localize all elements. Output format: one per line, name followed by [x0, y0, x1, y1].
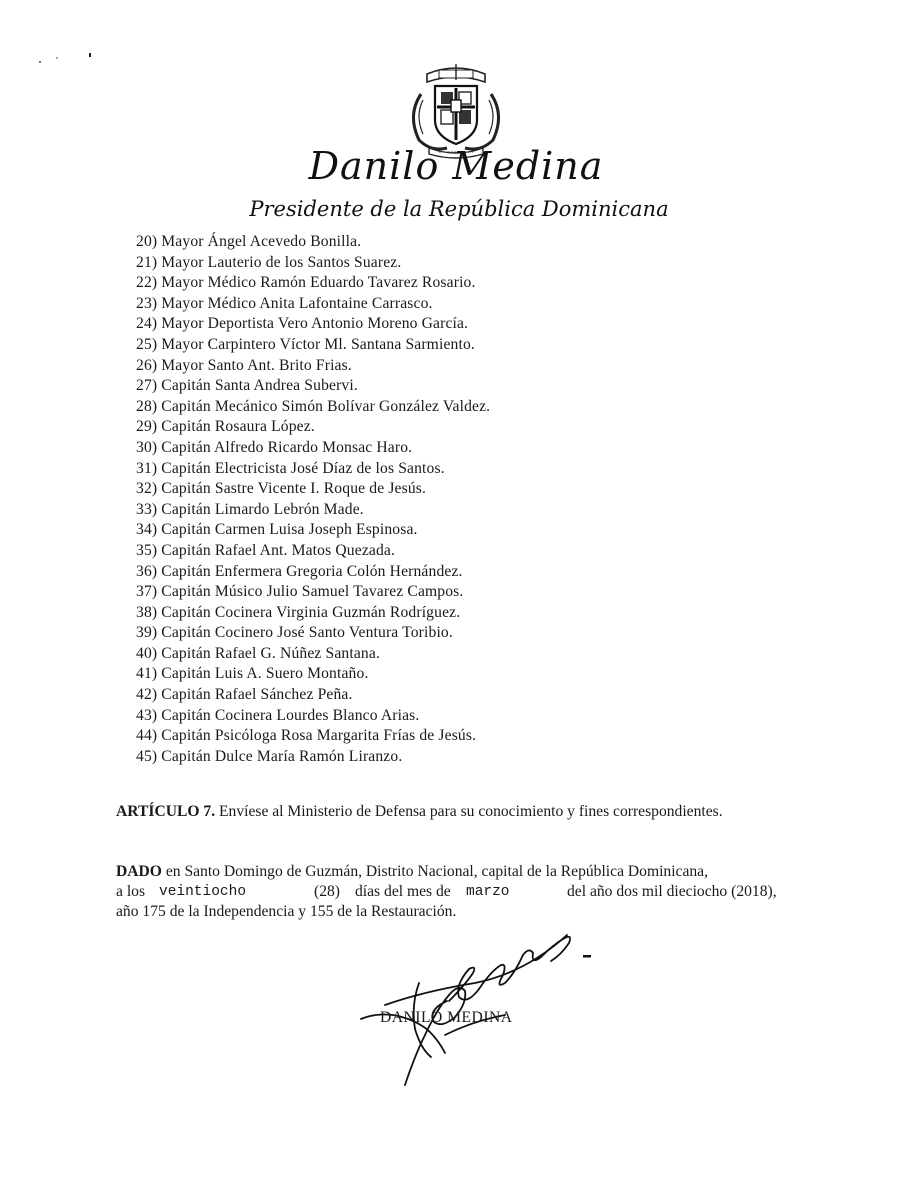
honoree-item: 44) Capitán Psicóloga Rosa Margarita Frías de Jesús.	[136, 727, 477, 745]
honoree-item: 22) Mayor Médico Ramón Eduardo Tavarez Rosario.	[136, 274, 476, 292]
honoree-item: 25) Mayor Carpintero Víctor Ml. Santana Sarmiento.	[136, 335, 475, 353]
day-words: veintiocho	[159, 884, 247, 900]
signed-name: DANILO MEDINA	[380, 1009, 513, 1026]
honoree-item: 41) Capitán Luis A. Suero Montaño.	[136, 665, 369, 683]
honoree-item: 35) Capitán Rafael Ant. Matos Quezada.	[136, 541, 396, 559]
letterhead-title: Presidente de la República Dominicana	[249, 197, 669, 221]
honoree-item: 36) Capitán Enfermera Gregoria Colón Hernández.	[136, 562, 463, 580]
dado-line1-text: en Santo Domingo de Guzmán, Distrito Nacional, capital de la República Dominicana,	[165, 863, 708, 880]
honoree-item: 42) Capitán Rafael Sánchez Peña.	[136, 686, 353, 704]
article-heading: ARTÍCULO 7.	[116, 803, 216, 820]
dado-line-3: año 175 de la Independencia y 155 de la Restauración.	[116, 903, 457, 920]
honoree-item: 26) Mayor Santo Ant. Brito Frias.	[136, 356, 352, 374]
dado-mid: días del mes de	[355, 883, 451, 900]
honoree-item: 39) Capitán Cocinero José Santo Ventura Toribio.	[136, 624, 453, 642]
letterhead-signature-name: Danilo Medina	[308, 144, 604, 188]
honoree-item: 21) Mayor Lauterio de los Santos Suarez.	[136, 253, 402, 271]
honoree-item: 34) Capitán Carmen Luisa Joseph Espinosa.	[136, 521, 418, 539]
honoree-item: 20) Mayor Ángel Acevedo Bonilla.	[136, 233, 362, 250]
dado-suffix: del año dos mil dieciocho (2018),	[567, 883, 777, 900]
honoree-item: 27) Capitán Santa Andrea Subervi.	[136, 377, 358, 395]
honoree-item: 40) Capitán Rafael G. Núñez Santana.	[136, 644, 380, 662]
honoree-list	[136, 232, 776, 767]
honoree-item: 30) Capitán Alfredo Ricardo Monsac Haro.	[136, 438, 413, 456]
honoree-item: 24) Mayor Deportista Vero Antonio Moreno García.	[136, 315, 469, 333]
article-text: Envíese al Ministerio de Defensa para su conocimiento y fines correspondientes.	[219, 803, 723, 820]
honoree-item: 23) Mayor Médico Anita Lafontaine Carrasco.	[136, 294, 433, 312]
dado-paragraph	[116, 862, 816, 922]
honoree-item: 43) Capitán Cocinera Lourdes Blanco Arias.	[136, 706, 420, 724]
dado-prefix: a los	[116, 883, 146, 900]
handwritten-signature	[355, 925, 615, 1090]
honoree-item: 32) Capitán Sastre Vicente I. Roque de Jesús.	[136, 480, 427, 498]
honoree-item: 28) Capitán Mecánico Simón Bolívar González Valdez.	[136, 397, 491, 415]
article-7	[116, 803, 836, 821]
honoree-item: 29) Capitán Rosaura López.	[136, 418, 315, 436]
scan-specks	[36, 50, 106, 70]
dado-line-2	[116, 882, 816, 902]
honoree-item: 37) Capitán Músico Julio Samuel Tavarez Campos.	[136, 583, 464, 601]
dado-heading: DADO	[116, 863, 162, 880]
honoree-item: 31) Capitán Electricista José Díaz de los Santos.	[136, 459, 445, 477]
honoree-item: 38) Capitán Cocinera Virginia Guzmán Rodríguez.	[136, 603, 461, 621]
honoree-item: 45) Capitán Dulce María Ramón Liranzo.	[136, 747, 403, 765]
dado-line-1	[116, 862, 816, 882]
day-number: (28)	[314, 883, 340, 900]
month: marzo	[466, 884, 510, 900]
honoree-item: 33) Capitán Limardo Lebrón Made.	[136, 500, 364, 518]
